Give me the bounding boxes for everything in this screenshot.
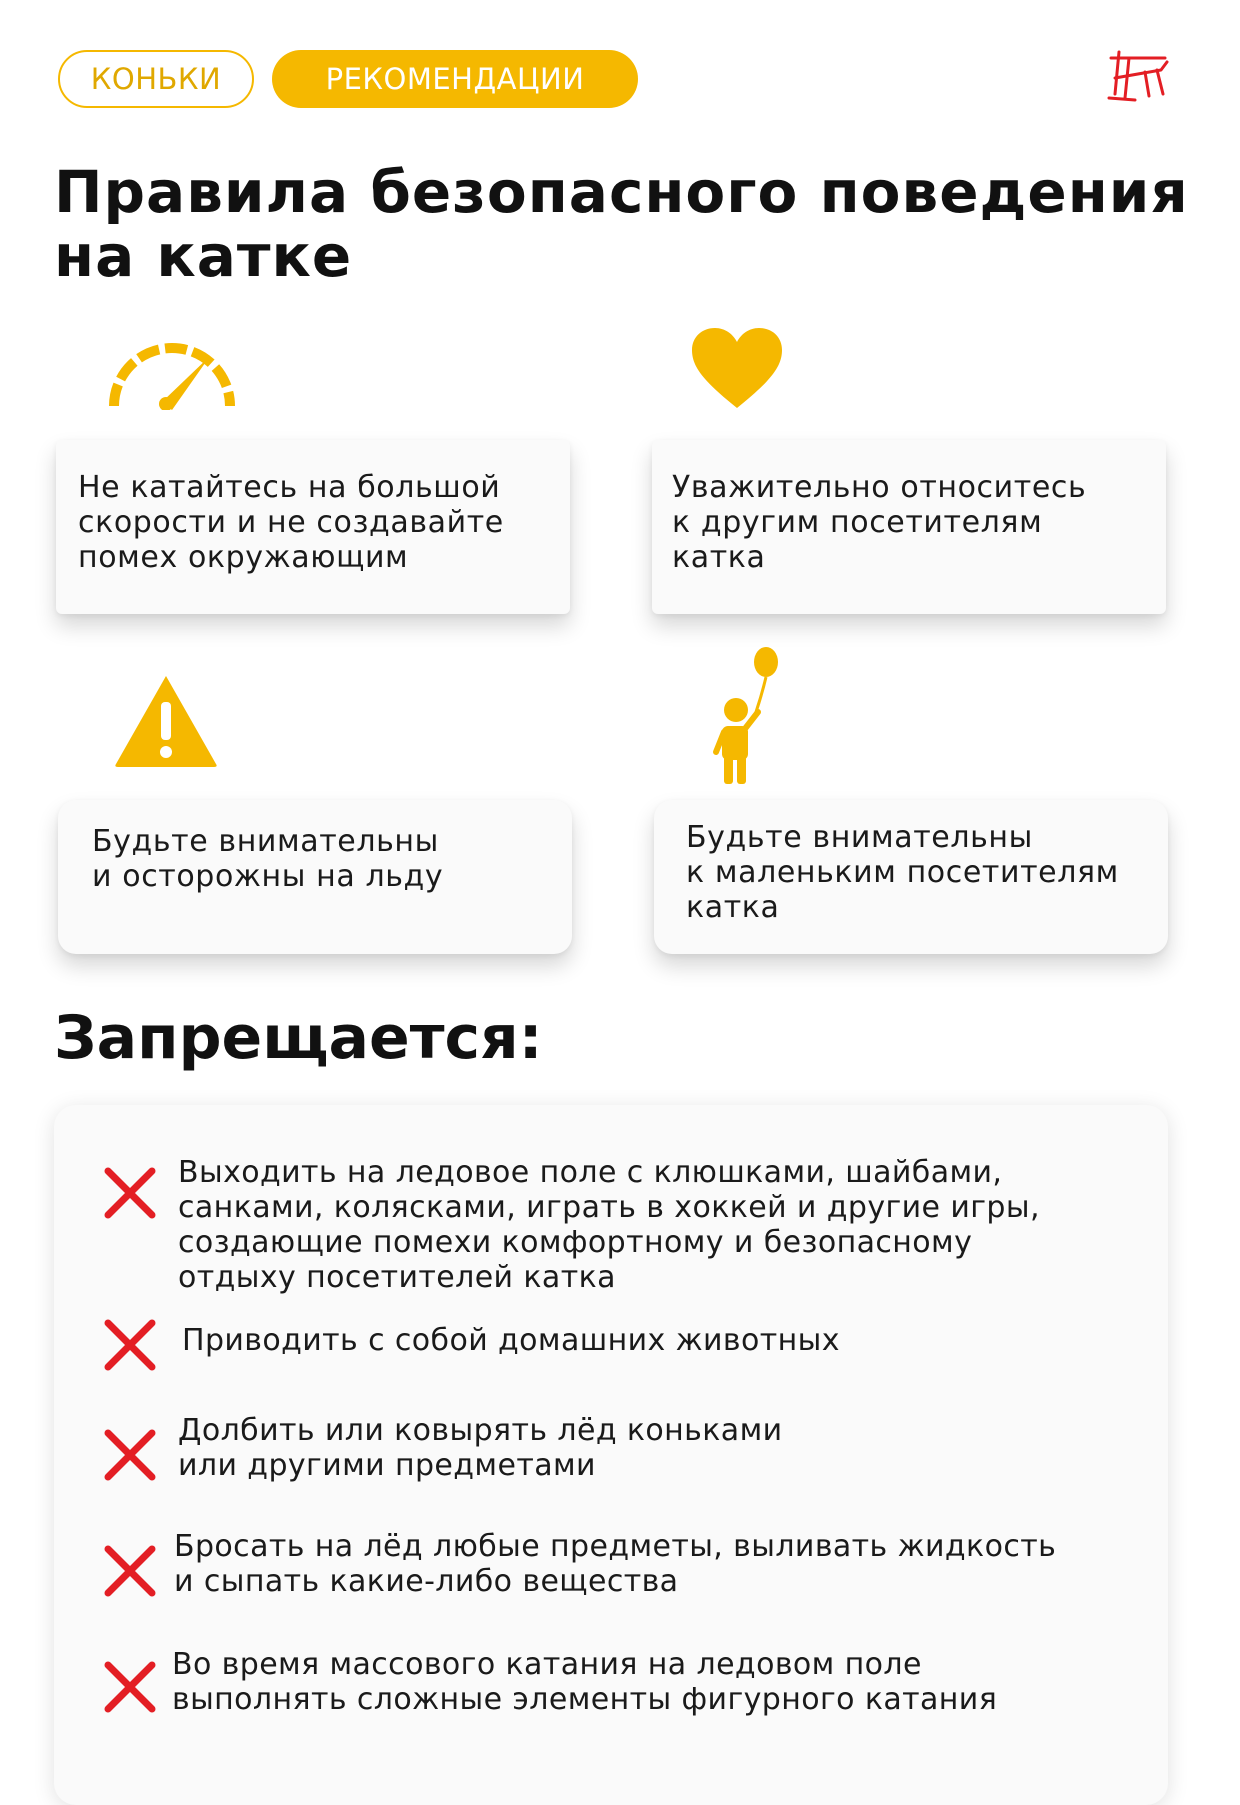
forbidden-text-line: Во время массового катания на ледовом поле bbox=[172, 1647, 922, 1682]
page-title-line-1: Правила безопасного поведения bbox=[54, 158, 1189, 226]
forbidden-panel bbox=[54, 1105, 1168, 1805]
rule-text-line: к маленьким посетителям bbox=[686, 855, 1119, 890]
speedometer-icon bbox=[106, 330, 238, 410]
forbidden-text-line: Долбить или ковырять лёд коньками bbox=[178, 1413, 783, 1448]
forbidden-text-line: санками, колясками, играть в хоккей и другие игры, bbox=[178, 1190, 1040, 1225]
rule-text-line: катка bbox=[686, 890, 780, 925]
rule-text-line: помех окружающим bbox=[78, 540, 409, 575]
forbidden-text-line: или другими предметами bbox=[178, 1448, 596, 1483]
cross-icon bbox=[102, 1659, 158, 1715]
forbidden-text-line: выполнять сложные элементы фигурного катания bbox=[172, 1682, 998, 1717]
rule-card-careful bbox=[58, 800, 572, 954]
child-balloon-icon bbox=[712, 644, 782, 786]
rule-text-line: и осторожны на льду bbox=[92, 859, 444, 894]
cross-icon bbox=[102, 1427, 158, 1483]
page-title-line-2: на катке bbox=[54, 222, 353, 290]
rule-text-line: Не катайтесь на большой bbox=[78, 470, 501, 505]
skate-logo-icon bbox=[1105, 48, 1171, 104]
heart-icon bbox=[692, 328, 782, 410]
forbidden-text-line: Приводить с собой домашних животных bbox=[182, 1323, 840, 1358]
rule-card-children bbox=[654, 800, 1168, 954]
page-title bbox=[54, 160, 1194, 288]
forbidden-text-line: создающие помехи комфортному и безопасному bbox=[178, 1225, 973, 1260]
rule-card-speed bbox=[56, 440, 570, 614]
tag-skates[interactable]: КОНЬКИ bbox=[58, 50, 254, 108]
forbidden-text-line: и сыпать какие-либо вещества bbox=[174, 1564, 679, 1599]
rule-text-line: Будьте внимательны bbox=[686, 820, 1033, 855]
rule-text-line: Будьте внимательны bbox=[92, 824, 439, 859]
forbidden-text-line: Бросать на лёд любые предметы, выливать жидкость bbox=[174, 1529, 1057, 1564]
rule-text-line: катка bbox=[672, 540, 766, 575]
forbidden-text-line: отдыху посетителей катка bbox=[178, 1260, 616, 1295]
tag-recommendations[interactable]: РЕКОМЕНДАЦИИ bbox=[272, 50, 638, 108]
rule-card-respect bbox=[652, 440, 1166, 614]
rule-text-line: скорости и не создавайте bbox=[78, 505, 504, 540]
forbidden-text-line: Выходить на ледовое поле с клюшками, шайбами, bbox=[178, 1155, 1003, 1190]
cross-icon bbox=[102, 1317, 158, 1373]
warning-icon bbox=[112, 672, 220, 768]
cross-icon bbox=[102, 1543, 158, 1599]
forbidden-heading: Запрещается: bbox=[54, 1003, 543, 1073]
rule-text-line: к другим посетителям bbox=[672, 505, 1043, 540]
cross-icon bbox=[102, 1165, 158, 1221]
rule-text-line: Уважительно относитесь bbox=[672, 470, 1087, 505]
